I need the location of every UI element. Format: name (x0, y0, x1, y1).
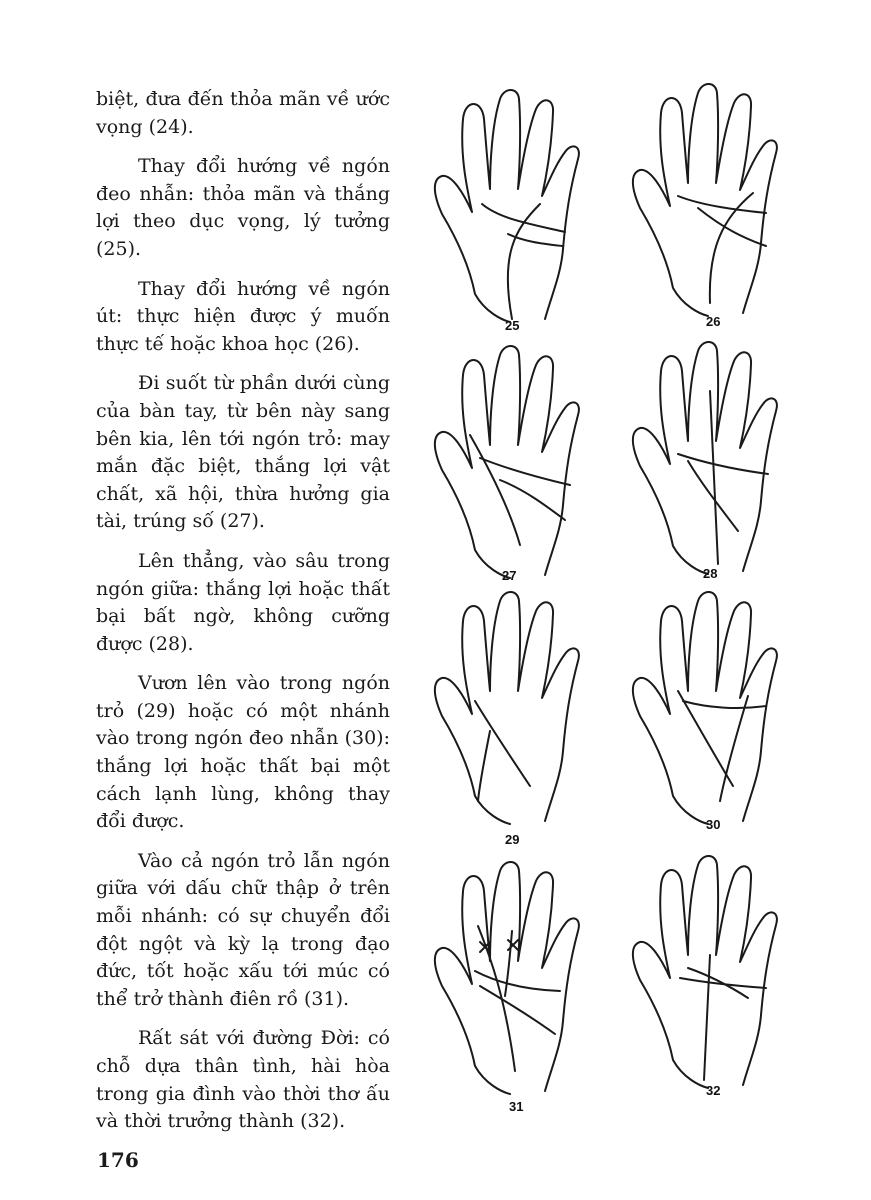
figure-label: 25 (505, 318, 520, 333)
page-number: 176 (97, 1148, 139, 1172)
figure-label: 32 (706, 1083, 721, 1098)
palm-illustration-30 (628, 586, 788, 826)
paragraph: Rất sát với đường Đời: có chỗ dựa thân tình, hài hòa trong gia đình vào thời thơ ấu và thời trưởng thành (32). (96, 1027, 390, 1133)
palm-illustration-27 (430, 340, 590, 580)
figure-label: 31 (509, 1099, 524, 1114)
paragraph: Thay đổi hướng về ngón út: thực hiện được ý muốn thực tế hoặc khoa học (26). (96, 277, 390, 355)
paragraph: Thay đổi hướng về ngón đeo nhẫn: thỏa mãn và thắng lợi theo dục vọng, lý tưởng (25). (96, 155, 390, 260)
figure-label: 26 (706, 314, 721, 329)
figure-label: 28 (703, 566, 718, 581)
paragraph: Vào cả ngón trỏ lẫn ngón giữa với dấu chữ thập ở trên mỗi nhánh: có sự chuyển đổi đột ngột và kỳ lạ trong đạo đức, tốt hoặc xấu tới múc có thể trở thành điên rồ (31). (96, 849, 390, 1010)
palm-illustration-26 (628, 78, 788, 318)
palm-illustration-32 (628, 850, 788, 1090)
figure-label: 29 (505, 832, 520, 847)
paragraph: Lên thẳng, vào sâu trong ngón giữa: thắng lợi hoặc thất bại bất ngờ, không cưỡng được (28). (96, 549, 390, 655)
figure-label: 30 (706, 817, 721, 832)
paragraph: biệt, đưa đến thỏa mãn về ước vọng (24). (96, 88, 390, 138)
paragraph: Vươn lên vào trong ngón trỏ (29) hoặc có một nhánh vào trong ngón đeo nhẫn (30): thắng lợi hoặc thất bại một cách lạnh lùng, không thay đổi được. (96, 672, 390, 833)
palm-illustration-29 (430, 586, 590, 826)
figure-label: 27 (502, 568, 517, 583)
palm-illustration-28 (628, 336, 788, 576)
palm-illustration-31 (430, 856, 590, 1096)
paragraph: Đi suốt từ phần dưới cùng của bàn tay, từ bên này sang bên kia, lên tới ngón trỏ: may mắn đặc biệt, thắng lợi vật chất, xã hội, thừa hưởng gia tài, trúng số (27). (96, 372, 390, 533)
palm-illustration-25 (430, 84, 590, 324)
